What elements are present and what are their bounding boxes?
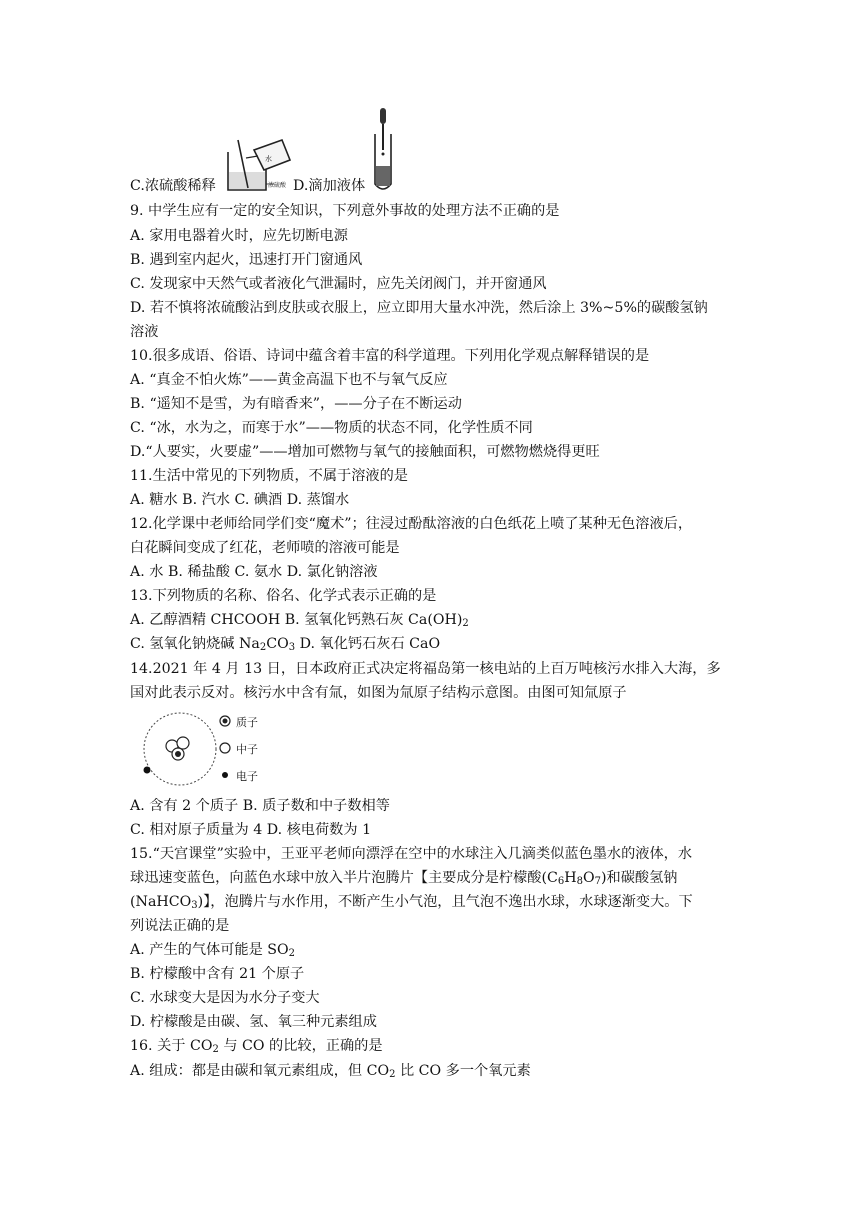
q9-option-b: B. 遇到室内起火，迅速打开门窗通风: [130, 252, 363, 268]
q10-stem: 10.很多成语、俗语、诗词中蕴含着丰富的科学道理。下列用化学观点解释错误的是: [130, 348, 650, 364]
q16-option-a: A. 组成：都是由碳和氧元素组成，但 $CO_2$ 比 CO 多一个氧元素: [130, 1063, 531, 1080]
legend-electron: 电子: [236, 770, 258, 783]
legend-neutron: 中子: [236, 743, 258, 756]
q13-options-ab: A. 乙醇酒精 CHCOOH B. 氢氧化钙熟石灰 $Ca(OH)_2$: [130, 612, 469, 629]
q13-options-cd: C. 氢氧化钠烧碱 $Na_2CO_3$ D. 氧化钙石灰石 CaO: [130, 636, 441, 653]
q10-option-b: B. “遥知不是雪，为有暗香来”，——分子在不断运动: [130, 396, 462, 412]
acid-dilution-figure: [218, 136, 294, 194]
q10-option-d: D.“人要实，火要虚”——增加可燃物与氧气的接触面积，可燃物燃烧得更旺: [130, 444, 600, 460]
q14-options-ab: A. 含有 2 个质子 B. 质子数和中子数相等: [130, 798, 390, 814]
q14-stem-line1: 14.2021 年 4 月 13 日，日本政府正式决定将福岛第一核电站的上百万吨核污水排入大海，多: [130, 661, 721, 677]
q15-stem-line4: 列说法正确的是: [130, 918, 230, 934]
q15-option-b: B. 柠檬酸中含有 21 个原子: [130, 966, 305, 982]
q9-stem: 9. 中学生应有一定的安全知识，下列意外事故的处理方法不正确的是: [130, 203, 560, 219]
q9-option-c: C. 发现家中天然气或者液化气泄漏时，应先关闭阀门，并开窗通风: [130, 276, 547, 292]
q11-stem: 11.生活中常见的下列物质，不属于溶液的是: [130, 468, 408, 484]
q15-option-d: D. 柠檬酸是由碳、氢、氧三种元素组成: [130, 1014, 377, 1030]
q12-stem-line1: 12.化学课中老师给同学们变“魔术”；往浸过酚酞溶液的白色纸花上喷了某种无色溶液后，: [130, 516, 693, 532]
q15-option-a: A. 产生的气体可能是 $SO_2$: [130, 942, 296, 959]
q13-stem: 13.下列物质的名称、俗名、化学式表示正确的是: [130, 588, 437, 604]
q9-option-d: D. 若不慎将浓硫酸沾到皮肤或衣服上，应立即用大量水冲洗，然后涂上 3%~5%的碳酸氢钠: [130, 300, 708, 316]
q12-stem-line2: 白花瞬间变成了红花，老师喷的溶液可能是: [130, 540, 400, 556]
q11-options: A. 糖水 B. 汽水 C. 碘酒 D. 蒸馏水: [130, 492, 350, 508]
fig-water-label: 水: [265, 155, 272, 163]
q14-options-cd: C. 相对原子质量为 4 D. 核电荷数为 1: [130, 822, 372, 838]
q8-option-d: D.滴加液体: [293, 178, 366, 194]
q15-stem-line3: (NaHCO$_3$)】，泡腾片与水作用，不断产生小气泡，且气泡不逸出水球，水球逐渐变大。下: [130, 894, 693, 911]
q14-stem-line2: 国对此表示反对。核污水中含有氚，如图为氚原子结构示意图。由图可知氚原子: [130, 685, 627, 701]
q9-option-a: A. 家用电器着火时，应先切断电源: [130, 228, 348, 244]
q16-stem: 16. 关于 $CO_2$ 与 CO 的比较，正确的是: [130, 1038, 383, 1055]
legend-proton: 质子: [236, 716, 258, 729]
q9-option-d-cont: 溶液: [130, 324, 159, 340]
dropper-test-tube-figure: [368, 106, 398, 194]
q12-options: A. 水 B. 稀盐酸 C. 氨水 D. 氯化钠溶液: [130, 564, 378, 580]
q8-option-c: C.浓硫酸稀释: [130, 178, 216, 194]
q10-option-a: A. “真金不怕火炼”——黄金高温下也不与氧气反应: [130, 372, 448, 388]
q10-option-c: C. “冰，水为之，而寒于水”——物质的状态不同，化学性质不同: [130, 420, 533, 436]
q15-stem-line2: 球迅速变蓝色，向蓝色水球中放入半片泡腾片【主要成分是柠檬酸$(C_6H_8O_7)$和碳酸氢钠: [130, 870, 678, 887]
q15-option-c: C. 水球变大是因为水分子变大: [130, 990, 320, 1006]
fig-acid-label: 浓硫酸: [268, 182, 287, 189]
q15-stem-line1: 15.“天宫课堂”实验中，王亚平老师向漂浮在空中的水球注入几滴类似蓝色墨水的液体，水: [130, 846, 693, 862]
